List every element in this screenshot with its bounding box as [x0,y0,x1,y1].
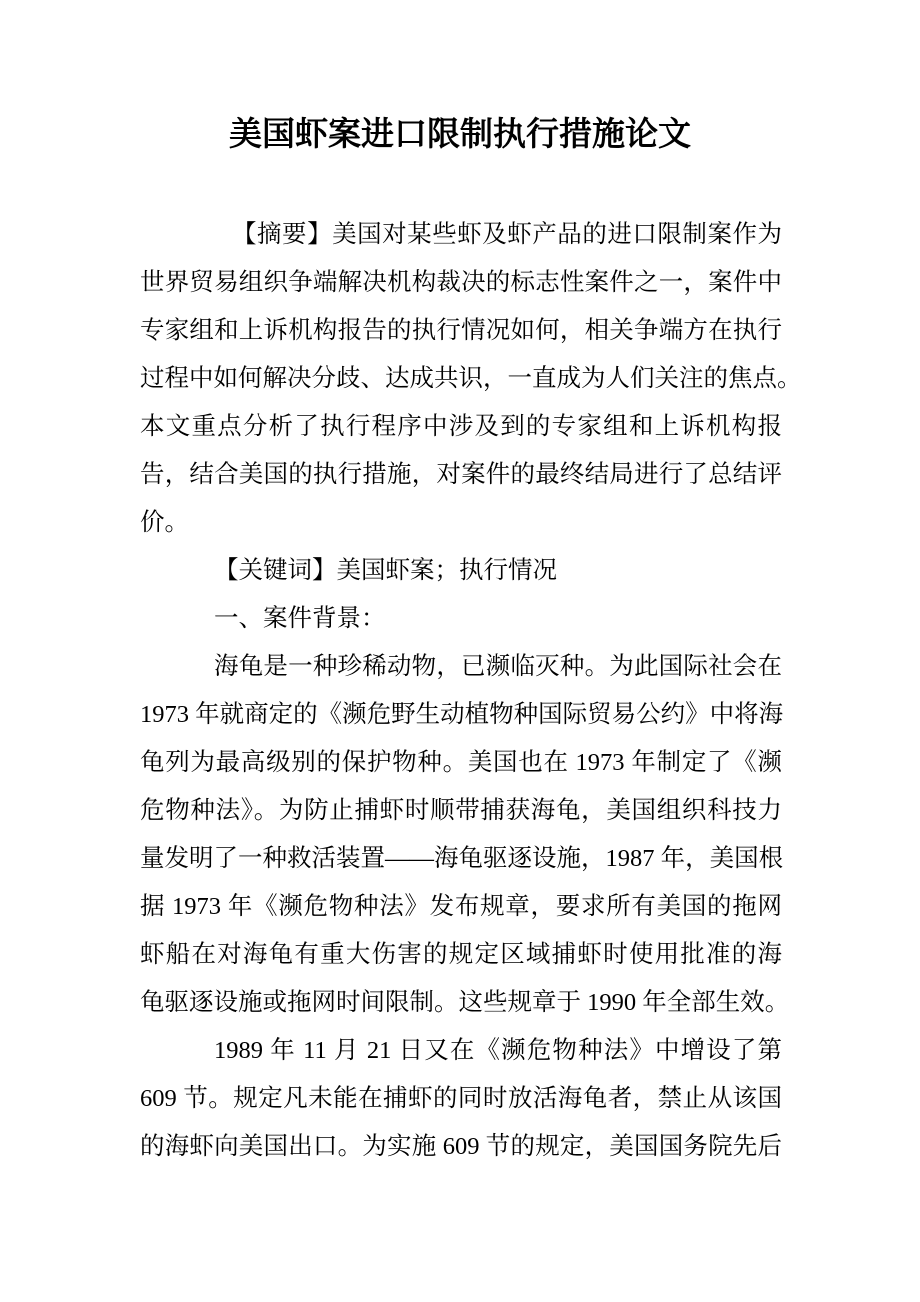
body-line: 的海虾向美国出口。为实施 609 节的规定，美国国务院先后 [140,1133,782,1160]
body-line: 虾船在对海龟有重大伤害的规定区域捕虾时使用批准的海 [140,941,782,968]
keywords-line: 【关键词】美国虾案；执行情况 [214,557,557,584]
abstract-line: 告，结合美国的执行措施，对案件的最终结局进行了总结评 [140,461,782,488]
body-line: 龟列为最高级别的保护物种。美国也在 1973 年制定了《濒 [140,749,782,776]
body-line: 1989 年 11 月 21 日又在《濒危物种法》中增设了第 [214,1037,782,1064]
body-line: 海龟是一种珍稀动物，已濒临灭种。为此国际社会在 [214,653,782,680]
abstract-line: 【摘要】美国对某些虾及虾产品的进口限制案作为 [232,221,782,248]
body-line: 609 节。规定凡未能在捕虾的同时放活海龟者，禁止从该国 [140,1085,782,1112]
body-line: 1973 年就商定的《濒危野生动植物种国际贸易公约》中将海 [140,701,784,728]
abstract-line: 专家组和上诉机构报告的执行情况如何，相关争端方在执行 [140,317,782,344]
document-title: 美国虾案进口限制执行措施论文 [229,117,691,153]
abstract-line: 世界贸易组织争端解决机构裁决的标志性案件之一，案件中 [140,269,782,296]
abstract-line: 本文重点分析了执行程序中涉及到的专家组和上诉机构报 [140,413,782,440]
body-line: 危物种法》。为防止捕虾时顺带捕获海龟，美国组织科技力 [140,797,782,824]
section-heading: 一、案件背景： [214,605,386,632]
body-line: 据 1973 年《濒危物种法》发布规章，要求所有美国的拖网 [140,893,782,920]
abstract-line: 价。 [140,509,189,536]
body-line: 龟驱逐设施或拖网时间限制。这些规章于 1990 年全部生效。 [140,989,790,1016]
abstract-line: 过程中如何解决分歧、达成共识，一直成为人们关注的焦点。 [140,365,802,392]
body-line: 量发明了一种救活装置——海龟驱逐设施，1987 年，美国根 [140,845,784,872]
